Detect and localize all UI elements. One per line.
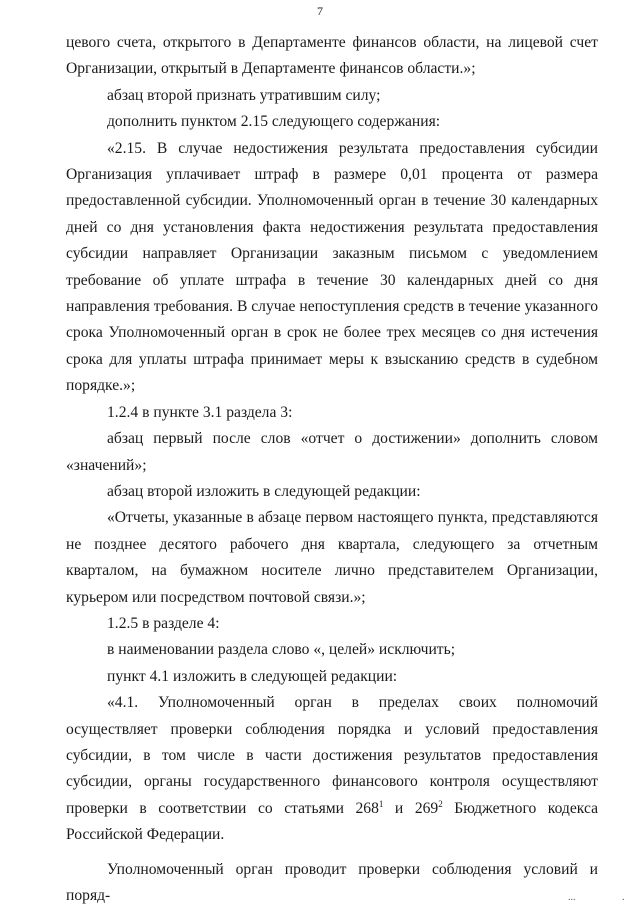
superscript-2: 2 [438,798,443,809]
paragraph-9: 1.2.5 в разделе 4: [107,614,220,632]
paragraph-13: Уполномоченный орган проводит проверки соблюдения условий и поряд- [66,860,598,904]
paragraph-1: цевого счета, открытого в Департаменте финансов области, на лицевой счет Организации, открытый в Департаменте финансов области.»; [66,34,598,78]
paragraph-11: пункт 4.1 изложить в следующей редакции: [107,667,398,685]
footer-mark: . [622,892,625,903]
paragraph-12-text-a: «4.1. Уполномоченный орган в пределах своих полномочий осуществляет проверки соблюдения порядка и условий предоставления субсидии, в том числе в части достижения результатов предоставления субсидии, органы государственного финансового контроля осуществляют проверки в соответствии со статьями 268 [66,694,598,817]
paragraph-6: абзац первый после слов «отчет о достижении» дополнить словом «значений»; [66,430,598,474]
paragraph-10: в наименовании раздела слово «, целей» исключить; [107,641,456,659]
paragraph-gap [66,849,598,857]
paragraph-2: абзац второй признать утратившим силу; [107,86,381,104]
footer-mark: ... [568,892,576,903]
paragraph-4: «2.15. В случае недостижения результата предоставления субсидии Организация уплачивает штраф в размере 0,01 процента от размера предоставленной субсидии. Уполномоченный орган в течение 30 календарных дней со дня установления факта недостижения результата предоставления субсидии направляет Организации заказным письмом с уведомлением требование об уплате штрафа в течение 30 календарных дней со дня направления требования. В случае непоступления средств в течение указанного срока Уполномоченный орган в срок не более трех месяцев со дня истечения срока для уплаты штрафа принимает меры к взысканию средств в судебном порядке.»; [66,139,598,395]
paragraph-7: абзац второй изложить в следующей редакции: [107,482,421,500]
paragraph-12-text-b: и 269 [383,799,439,817]
paragraph-3: дополнить пунктом 2.15 следующего содержания: [107,113,441,131]
superscript-1: 1 [378,798,384,809]
page-number: 7 [317,4,323,18]
paragraph-12-text-c: Бюджетного кодекса Российской Федерации. [66,799,598,844]
paragraph-8: «Отчеты, указанные в абзаце первом настоящего пункта, представляются не позднее десятого рабочего дня квартала, следующего за отчетным кварталом, на бумажном носителе лично представителем Организации, курьером или посредством почтовой связи.»; [66,509,598,606]
paragraph-5: 1.2.4 в пункте 3.1 раздела 3: [107,403,293,421]
paragraph-12 [66,690,598,848]
document-body [66,30,598,909]
